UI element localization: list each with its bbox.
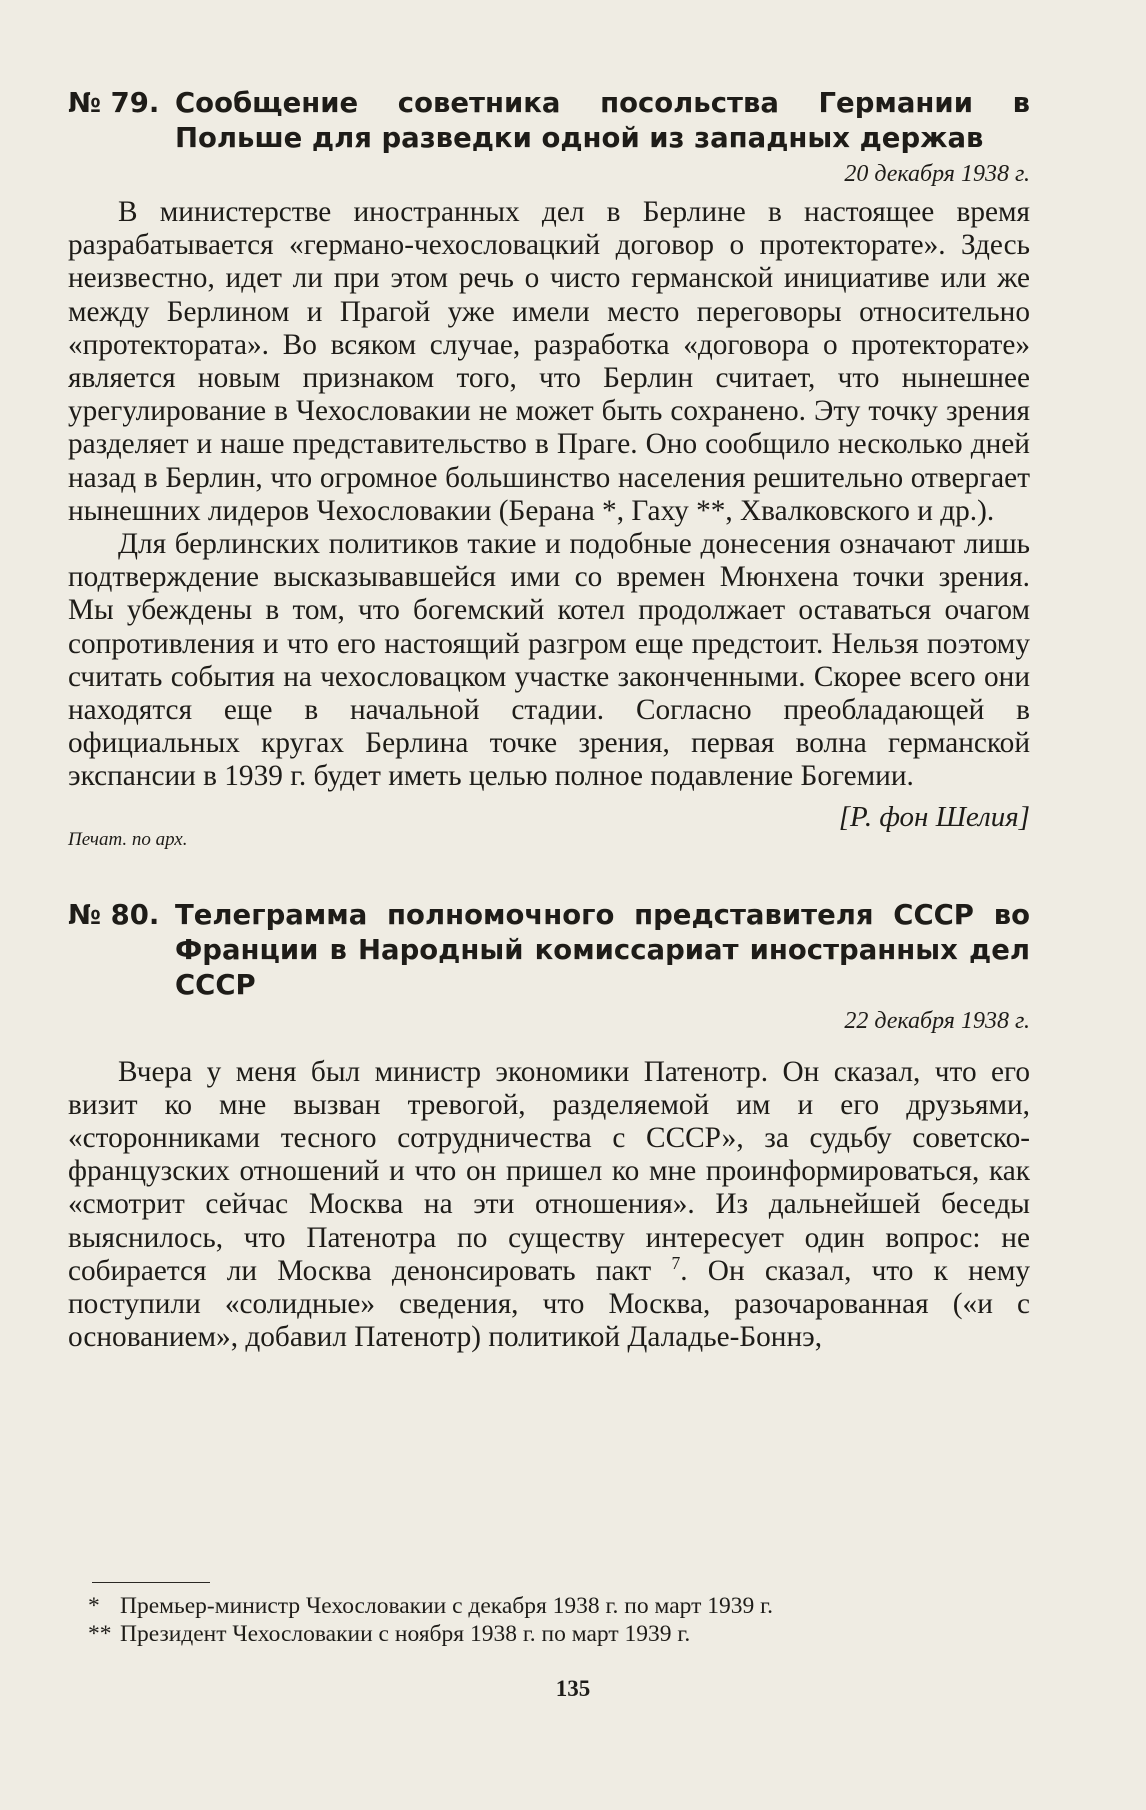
footnote-mark: ** bbox=[88, 1621, 112, 1647]
paragraph-text: . Он сказал, что к нему поступили «солидные» сведения, что Москва, разочарованная («и с основанием», добавил Патенотр) политикой Даладье-Боннэ, bbox=[68, 1254, 1031, 1354]
footnote-text: Президент Чехословакии с ноября 1938 г. по март 1939 г. bbox=[120, 1621, 691, 1647]
note-ref: 7 bbox=[671, 1253, 681, 1274]
footnote bbox=[68, 1620, 1030, 1648]
document-date: 20 декабря 1938 г. bbox=[844, 161, 1030, 187]
paragraph-text: Вчера у меня был министр экономики Патенотр. Он сказал, что его визит ко мне вызван тревогой, разделяемой им и его друзьями, «сторонниками тесного сотрудничества с СССР», за судьбу советско-французских отношений и что он пришел ко мне проинформироваться, как «смотрит сейчас Москва на эти отношения». Из дальнейшей беседы выяснилось, что Патенотра по существу интересует один вопрос: не собирается ли Москва денонсировать пакт bbox=[68, 1055, 1030, 1287]
document-title: Сообщение советника посольства Германии в Польше для разведки одной из западных держав bbox=[175, 87, 1030, 154]
document-79 bbox=[68, 86, 1030, 850]
paragraph bbox=[68, 196, 1030, 528]
archive-note: Печат. по арх. bbox=[68, 828, 188, 850]
paragraph: Для берлинских политиков такие и подобные донесения означают лишь подтверждение высказывавшейся ими со времен Мюнхена точки зрения. Мы убеждены в том, что богемский котел продолжает оставаться очагом сопротивления и что его настоящий разгром еще предстоит. Нельзя поэтому считать события на чехословацком участке законченными. Скорее всего они находятся еще в начальной стадии. Согласно преобладающей в официальных кругах Берлина точке зрения, первая волна германской экспансии в 1939 г. будет иметь целью полное подавление Богемии. bbox=[68, 528, 1030, 793]
footnote-mark: * bbox=[88, 1593, 100, 1619]
document-title: Телеграмма полномочного представителя СССР во Франции в Народный комиссариат иностранных дел СССР bbox=[175, 898, 1030, 1001]
document-heading bbox=[68, 898, 1030, 1003]
footnote-text: Премьер-министр Чехословакии с декабря 1938 г. по март 1939 г. bbox=[120, 1593, 773, 1619]
footnote-ref: * bbox=[602, 494, 617, 527]
footnote-divider bbox=[92, 1582, 210, 1583]
document-date: 22 декабря 1938 г. bbox=[844, 1007, 1030, 1034]
document-heading bbox=[68, 86, 1030, 156]
paragraph-text: В министерстве иностранных дел в Берлине в настоящее время разрабатывается «германо-чехословацкий договор о протекторате». Здесь неизвестно, идет ли при этом речь о чисто германской инициативе или же между Берлином и Прагой уже имели место переговоры относительно «протектората». Во всяком случае, разработка «договора о протекторате» является новым признаком того, что Берлин считает, что нынешнее урегулирование в Чехословакии не может быть сохранено. Эту точку зрения разделяет и наше представительство в Праге. Оно сообщило несколько дней назад в Берлин, что огромное большинство населения решительно отвергает нынешних лидеров Чехословакии (Берана bbox=[68, 196, 1030, 527]
footnotes bbox=[68, 1582, 1030, 1648]
paragraph bbox=[68, 1056, 1030, 1355]
document-body bbox=[68, 1056, 1030, 1355]
document-body bbox=[68, 196, 1030, 794]
paragraph-text: , Хвалковского и др.). bbox=[725, 494, 995, 527]
document-number: № 79. bbox=[68, 87, 160, 119]
footnote bbox=[68, 1592, 1030, 1620]
document-number: № 80. bbox=[68, 898, 160, 931]
paragraph-text: , Гаху bbox=[616, 494, 689, 527]
footnote-ref: ** bbox=[696, 494, 726, 527]
page-number: 135 bbox=[555, 1676, 591, 1701]
document-80 bbox=[68, 898, 1030, 1355]
signature: [Р. фон Шелия] bbox=[838, 800, 1030, 833]
